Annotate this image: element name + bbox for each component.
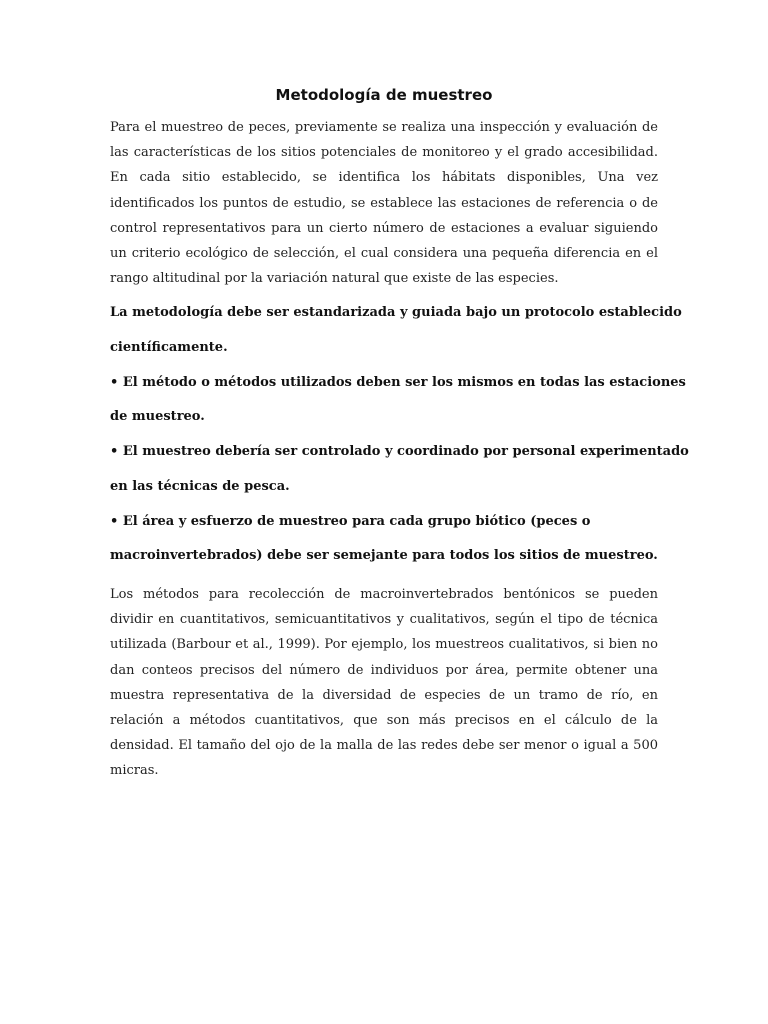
bullet-methods: • El método o métodos utilizados deben ser los mismos en todas las estaciones (110, 375, 686, 390)
bullet-methods-cont: de muestreo. (110, 409, 205, 424)
bullet-controlled: • El muestreo debería ser controlado y coordinado por personal experimentado (110, 444, 689, 459)
bold-line-protocol-cont: científicamente. (110, 340, 228, 355)
bullet-controlled-cont: en las técnicas de pesca. (110, 479, 290, 494)
bullet-area-effort: • El área y esfuerzo de muestreo para cada grupo biótico (peces o (110, 514, 591, 529)
intro-paragraph: Para el muestreo de peces, previamente se realiza una inspección y evaluación de las características de los sitios potenciales de monitoreo y el grado accesibilidad. En cada sitio establecido, se identifica los hábitats disponibles, Una vez identificados los puntos de estudio, se establece las estaciones de referencia o de control representativos para un cierto número de estaciones a evaluar siguiendo un criterio ecológico de selección, el cual considera una pequeña diferencia en el rango altitudinal por la variación natural que existe de las especies. (110, 120, 658, 287)
methods-paragraph: Los métodos para recolección de macroinvertebrados bentónicos se pueden dividir en cuantitativos, semicuantitativos y cualitativos, según el tipo de técnica utilizada (Barbour et al., 1999). Por ejemplo, los muestreos cualitativos, si bien no dan conteos precisos del número de individuos por área, permite obtener una muestra representativa de la diversidad de especies de un tramo de río, en relación a métodos cuantitativos, que son más precisos en el cálculo de la densidad. El tamaño del ojo de la malla de las redes debe ser menor o igual a 500 micras. (110, 587, 658, 779)
bold-line-protocol: La metodología debe ser estandarizada y guiada bajo un protocolo establecido (110, 305, 682, 320)
bullet-area-effort-cont: macroinvertebrados) debe ser semejante para todos los sitios de muestreo. (110, 548, 658, 563)
document-title: Metodología de muestreo (275, 86, 493, 104)
